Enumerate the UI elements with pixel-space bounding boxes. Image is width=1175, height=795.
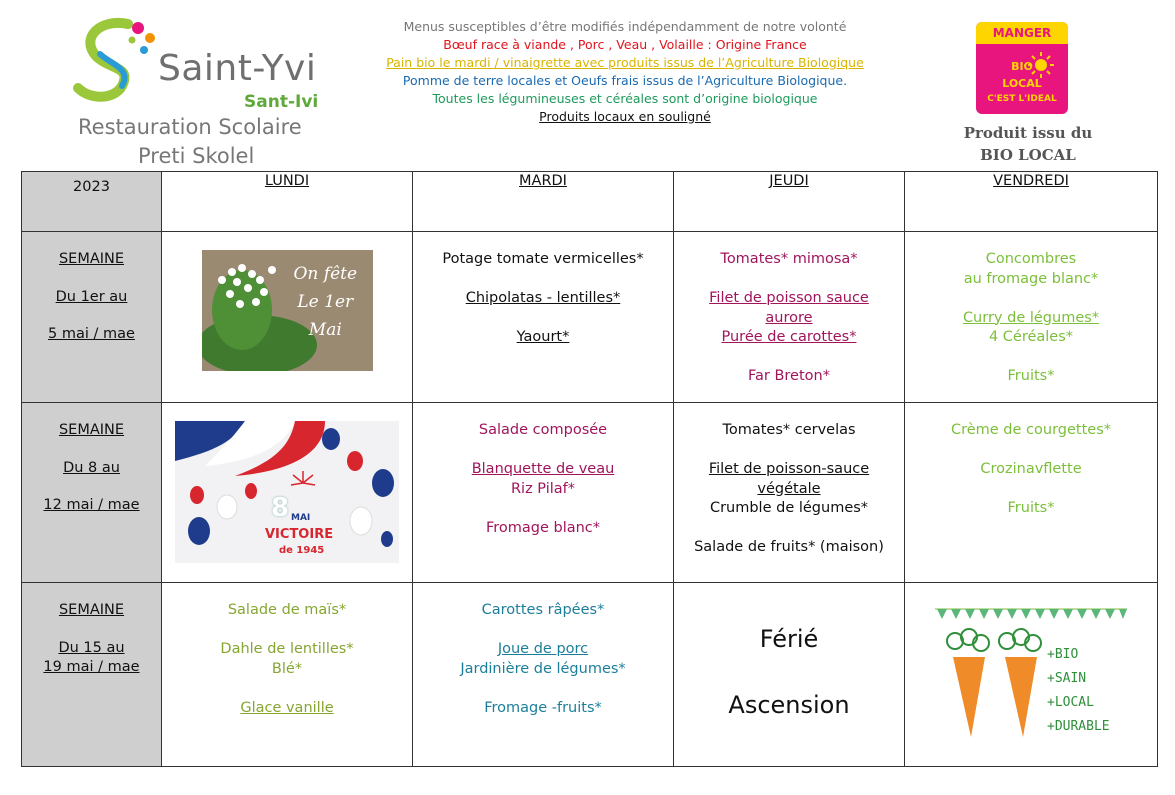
lundi-week3-cell: Salade de maïs* Dahle de lentilles* Blé* Glace vanille	[162, 583, 413, 767]
mardi-week1-cell: Potage tomate vermicelles* Chipolatas - lentilles* Yaourt*	[413, 232, 674, 403]
day-header-jeudi: JEUDI	[674, 172, 905, 232]
manger-bio-badge: MANGER BIO LOCAL C'EST L'IDEAL	[976, 22, 1068, 114]
note-modification: Menus susceptibles d’être modifiés indépendamment de notre volonté	[403, 19, 847, 34]
org-title-breton: Preti Skolel	[138, 144, 255, 168]
note-bread: Pain bio le mardi / vinaigrette avec produits issus de l’Agriculture Biologique	[386, 55, 864, 70]
note-meat-origin: Bœuf race à viande , Porc , Veau , Volaille : Origine France	[443, 37, 807, 52]
year-cell: 2023	[22, 172, 162, 232]
vendredi-week2-cell: Crème de courgettes* Crozinavflette Fruits*	[905, 403, 1158, 583]
table-row	[22, 232, 1158, 403]
jeudi-week2-cell: Tomates* cervelas Filet de poisson-sauce végétale Crumble de légumes* Salade de fruits* (maison)	[674, 403, 905, 583]
vendredi-week1-cell: Concombres au fromage blanc* Curry de légumes* 4 Céréales* Fruits*	[905, 232, 1158, 403]
lundi-week1-cell	[162, 232, 413, 403]
org-title: Restauration Scolaire	[78, 115, 302, 139]
menu-table	[21, 171, 1158, 767]
table-header-row	[22, 172, 1158, 232]
badge-caption: Produit issu du BIO LOCAL	[963, 124, 1093, 164]
brand-sub: Sant-Ivi	[244, 92, 319, 112]
week-label-1: SEMAINE Du 1er au 5 mai / mae	[22, 232, 162, 403]
swirl-logo-icon	[70, 16, 165, 106]
week-label-3: SEMAINE Du 15 au 19 mai / mae	[22, 583, 162, 767]
table-row	[22, 583, 1158, 767]
brand-name: Saint-Yvi	[158, 48, 317, 89]
note-potatoes-eggs: Pomme de terre locales et Oeufs frais issus de l’Agriculture Biologique.	[402, 73, 848, 88]
jeudi-week3-cell: Férié Ascension	[674, 583, 905, 767]
lundi-week2-cell	[162, 403, 413, 583]
lily-of-the-valley-image: On fête Le 1er Mai	[202, 250, 373, 371]
week-label-2: SEMAINE Du 8 au 12 mai / mae	[22, 403, 162, 583]
saint-yvi-logo	[62, 12, 352, 168]
day-header-lundi: LUNDI	[162, 172, 413, 232]
table-row	[22, 403, 1158, 583]
mardi-week3-cell: Carottes râpées* Joue de porc Jardinière de légumes* Fromage -fruits*	[413, 583, 674, 767]
day-header-vendredi: VENDREDI	[905, 172, 1158, 232]
day-header-mardi: MARDI	[413, 172, 674, 232]
menu-notes	[350, 18, 900, 126]
vendredi-week3-cell	[905, 583, 1158, 767]
carrots-bio-image: +BIO +SAIN +LOCAL +DURABLE	[935, 605, 1127, 745]
jeudi-week1-cell: Tomates* mimosa* Filet de poisson sauce aurore Purée de carottes* Far Breton*	[674, 232, 905, 403]
note-legumes: Toutes les légumineuses et céréales sont d’origine biologique	[432, 91, 818, 106]
victoire-1945-image: 8 MAI VICTOIRE de 1945	[175, 421, 399, 563]
mardi-week2-cell: Salade composée Blanquette de veau Riz Pilaf* Fromage blanc*	[413, 403, 674, 583]
page-header	[0, 0, 1175, 170]
note-local-products: Produits locaux en souligné	[539, 109, 711, 124]
